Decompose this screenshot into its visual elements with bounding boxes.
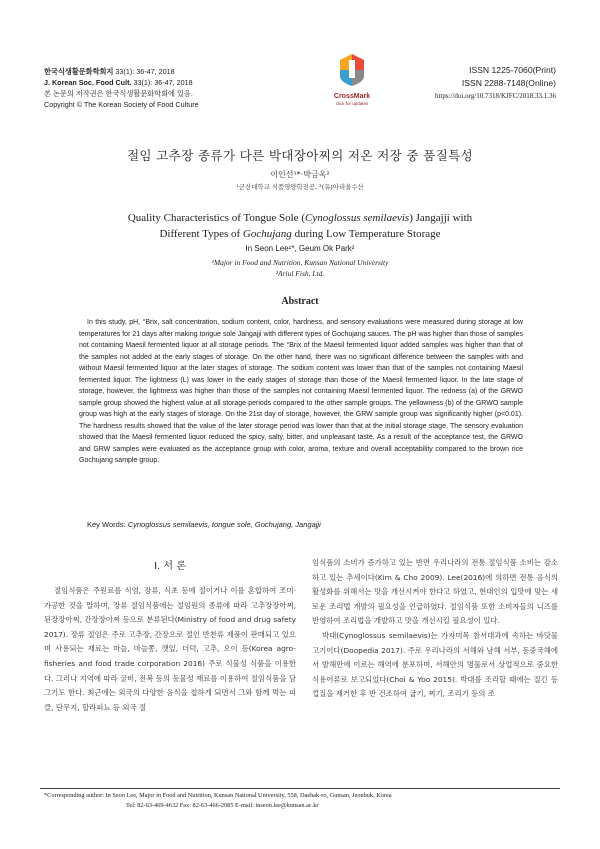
intro-right-column [312, 556, 558, 702]
keywords-list: Cynoglossus semilaevis, tongue sole, Gochujang, Jangajji [127, 520, 321, 529]
title-en-gochujang: Gochujang [242, 228, 292, 240]
issn-print: ISSN 1225-7060(Print) [469, 65, 556, 75]
section-heading: I. 서 론 [154, 561, 186, 572]
title-en-text: Different Types of [159, 228, 243, 240]
journal-name-ko: 한국식생활문화학회지 [44, 67, 114, 76]
abstract-heading: Abstract [281, 296, 319, 307]
affiliation-en-1: ¹Major in Food and Nutrition, Kunsan National University [211, 258, 389, 267]
title-english [60, 210, 540, 242]
footnote-divider [40, 788, 560, 789]
affiliation-korean: ¹군산대학교 식품영양학전공, ²(유)아리울수산 [236, 183, 364, 191]
issn-block [336, 64, 556, 103]
doi-link[interactable]: https://doi.org/10.7318/KJFC/2018.33.1.36 [434, 92, 556, 100]
affiliation-english [0, 258, 600, 279]
intro-right-paragraph-2: 박대(Cynoglossus semilaevis)는 가자미목 참서대과에 속하는 바닷물고기이다(Doopedia 2017). 주로 우리나라의 서해와 남해 서부, 동중국해에서 발해만에 이르는 해역에 분포하며, 서해안의 명물로서 상업적으로 중요한 식용어류로 보고되었다(Choi & Yoo 2015). 박대를 조리할 때에는 질긴 등껍질을 제거한 후 반 건조하여 굽기, 찌기, 조리기 등의 조 [312, 630, 558, 699]
intro-right-paragraph-1: 임식품의 소비가 증가하고 있는 반면 우리나라의 전통 절임식품 소비는 감소하고 있는 추세이다(Kim & Cho 2009). Lee(2016)에 의하면 전통 음식의 활성화를 위해서는 맛을 개선시켜야 한다고 하였고, 현대인의 입맛에 맞는 새로운 조리법 개발의 필요성을 언급하였다. 절임식품 또한 소비자들의 니즈를 반영하여 조리법을 개발하고 맛을 개선시킬 필요성이 있다. [312, 558, 558, 626]
abstract-body: In this study, pH, °Brix, salt concentration, sodium content, color, hardness, and sensory evaluations were measured during storage at low temperatures for 21 days after making tongue sole Jangajji with different types of Gochujang sauces. The pH was higher than those of samples not containing Maesil fermented liquor at all storage periods. The °Brix of the Maesil fermented liquor added samples was higher than that of the samples not added at the early stages of storage. On the other hand, there was no significant difference between the samples with and without Maesil fermented liquor at the later stages of storage. The sodium content was lower than that of the samples not containing Maesil fermented liquor. The lightness (L) was lower in the early stages of storage than those of the Maesil fermented liquor. In the late stage of storage, however, the lightness was higher than those of the samples not containing Maesil fermented liquor. The redness (a) of the GRWO sample group showed the highest value at all storage periods compared to the other sample groups. The yellowness (b) of the GRWO sample group was high at the early stages of storage. On the 21st day of storage, however, the GRW sample group was significantly higher (p<0.01). The hardness results showed that the value of the later storage period was lower than that at the initial storage stage. The sensory evaluation showed that the Maesil fermented liquor reduced the spicy, salty, bitter, and unpleasant taste. As a result of the acceptance test, the GRWO and GRW samples were evaluated as the acceptance group with color, aroma, texture and overall acceptability compared to the brown rice Gochujang sample group. [79, 319, 523, 464]
title-en-text: ) Jangajji with [409, 212, 473, 224]
affiliation-en-2: ²Ariul Fish, Ltd. [275, 268, 325, 278]
crossmark-sublabel: click for updates [335, 101, 369, 106]
title-en-text: Quality Characteristics of Tongue Sole ( [127, 212, 305, 224]
keywords [87, 520, 321, 529]
authors-english: In Seon Lee¹*, Geum Ok Park² [245, 244, 355, 253]
footnote-line-1: *Corresponding author: In Seon Lee, Major in Food and Nutrition, Kunsan National University, 558, Daehak-ro, Gunsan, Jeonbuk, Korea [44, 792, 392, 799]
corresponding-author-footnote [44, 791, 564, 811]
authors-korean: 이인선¹*·박금옥² [270, 170, 330, 179]
journal-issue-ko: 33(1): 36-47, 2018 [113, 67, 175, 76]
journal-header [44, 66, 324, 110]
title-en-species: Cynoglossus semilaevis [304, 212, 410, 224]
keywords-label: Key Words: [87, 520, 128, 529]
journal-name-en: J. Korean Soc. Food Cult. [44, 78, 132, 87]
footnote-line-2: Tel: 82-63-469-4632 Fax: 82-63-466-2085 E-mail: inseon.lee@kunsan.ac.kr [126, 802, 319, 809]
issn-online: ISSN 2288-7148(Online) [461, 78, 556, 88]
copyright-en: Copyright © The Korean Society of Food Culture [44, 100, 199, 109]
title-en-text: during Low Temperature Storage [291, 228, 441, 240]
journal-issue-en: 33(1): 36-47, 2018 [131, 78, 193, 87]
title-korean: 절임 고추장 종류가 다른 박대장아찌의 저온 저장 중 품질특성 [126, 148, 474, 163]
intro-left-paragraph: 절임식품은 주원료를 식염, 장류, 식초 등에 절이거나 이를 혼합하여 조미·가공한 것을 말하며, 장류 절임식품에는 절임원의 종류에 따라 고추장장아찌, 된장장아찌, 간장장아찌 등으로 분류된다(Ministry of food and drug safety 2017). 장류 절임은 주로 고추장, 간장으로 절인 반찬류 제품이 판매되고 있으며 사용되는 재료는 마늘, 마늘쫑, 깻잎, 더덕, 고추, 오이 등(Korea agro-fisheries and food trade corporation 2016) 주로 식물성 식품을 이용한다. 그러나 지역에 따라 굴비, 전복 등의 동물성 재료를 이용하여 절임식품을 담그기도 한다. 최근에는 외국의 다양한 음식을 접하게 되면서 그와 함께 먹는 피클, 단무지, 할라피뇨 등 외국 절 [44, 586, 296, 712]
crossmark-label: CrossMark [333, 93, 371, 100]
copyright-ko: 본 논문의 저작권은 한국식생활문화학회에 있음. [44, 89, 193, 98]
